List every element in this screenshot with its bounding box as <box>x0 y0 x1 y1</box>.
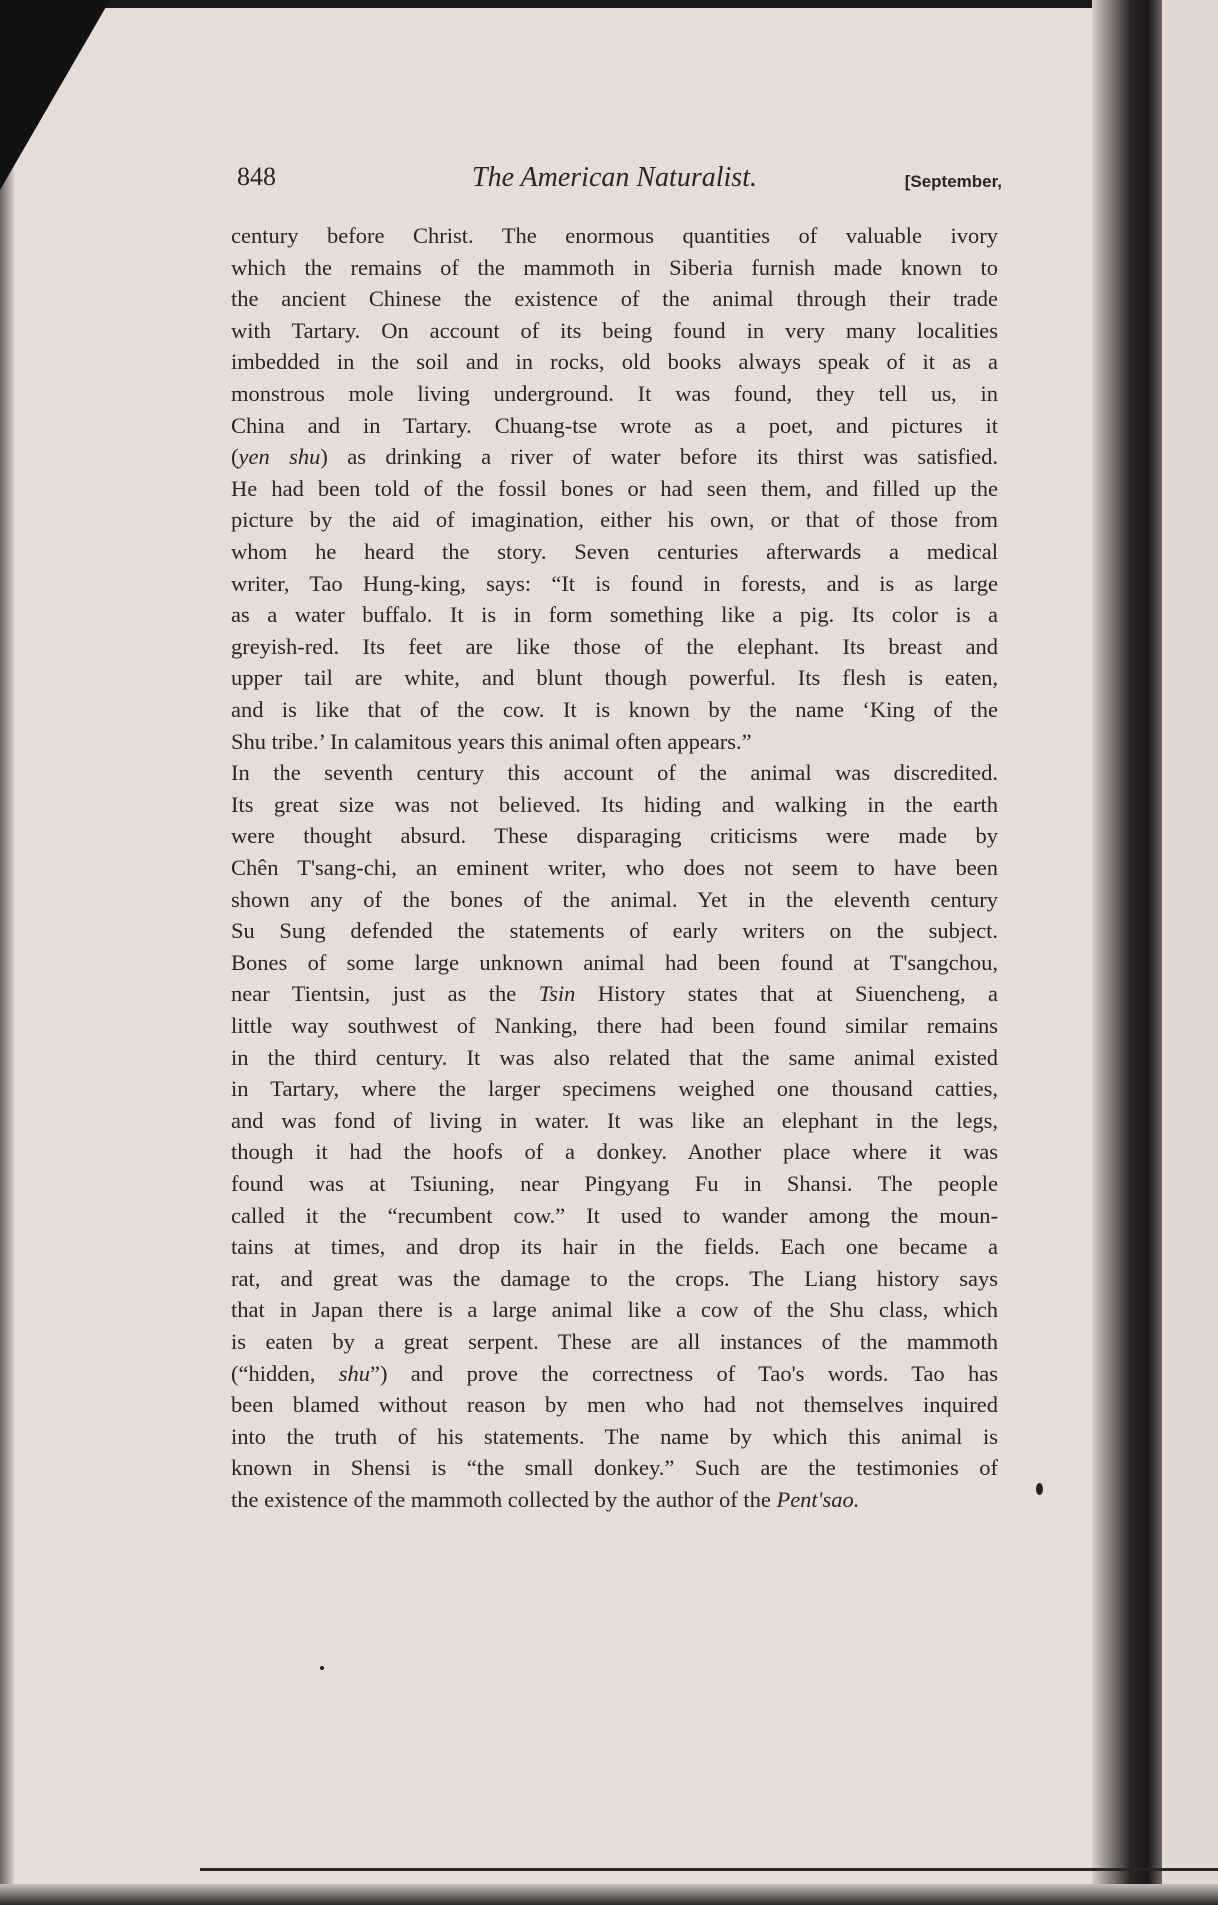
text-segment: into the truth of his statements. The name by which this animal is <box>231 1423 998 1449</box>
text-segment: the existence of the mammoth collected by the author of the <box>231 1487 777 1512</box>
text-segment: shown any of the bones of the animal. Yet in the eleventh century <box>231 886 998 912</box>
text-line <box>231 822 998 850</box>
text-line <box>231 317 998 345</box>
text-segment: were thought absurd. These disparaging criticisms were made by <box>231 823 998 849</box>
text-segment: near Tientsin, just as the <box>231 981 539 1007</box>
text-segment: greyish-red. Its feet are like those of the elephant. Its breast and <box>231 633 998 659</box>
text-segment: He had been told of the fossil bones or had seen them, and filled up the <box>231 475 998 501</box>
text-line <box>231 728 998 756</box>
running-header <box>231 160 1002 200</box>
text-line <box>231 1233 998 1261</box>
text-segment: picture by the aid of imagination, either his own, or that of those from <box>231 507 998 533</box>
text-segment: and is like that of the cow. It is known by the name ‘King of the <box>231 697 998 722</box>
text-segment: found was at Tsiuning, near Pingyang Fu in Shansi. The people <box>231 1171 998 1196</box>
ink-speck <box>320 1666 324 1670</box>
text-segment: Chên T'sang-chi, an eminent writer, who does not seem to have been <box>231 855 998 880</box>
text-segment: China and in Tartary. Chuang-tse wrote as a poet, and pictures it <box>231 412 998 438</box>
text-segment: writer, Tao Hung-king, says: “It is found in forests, and is as large <box>231 570 998 596</box>
text-segment: which the remains of the mammoth in Siberia furnish made known to <box>231 254 998 280</box>
text-line <box>231 1107 998 1135</box>
text-segment: called it the “recumbent cow.” It used to wander among the moun- <box>231 1202 998 1228</box>
text-segment: In the seventh century this account of the animal was discredited. <box>231 760 998 786</box>
text-line <box>231 854 998 882</box>
text-segment: tains at times, and drop its hair in the fields. Each one became a <box>231 1234 998 1260</box>
text-segment: History states that at Siuencheng, a <box>575 981 998 1007</box>
text-segment: that in Japan there is a large animal like a cow of the Shu class, which <box>231 1297 998 1323</box>
text-line <box>231 380 998 408</box>
text-line <box>231 1075 998 1103</box>
text-segment: Shu tribe.’ In calamitous years this animal often appears.” <box>231 728 752 754</box>
text-line <box>231 1138 998 1166</box>
text-segment: the ancient Chinese the existence of the animal through their trade <box>231 286 998 312</box>
text-segment: been blamed without reason by men who had not themselves inquired <box>231 1392 998 1418</box>
text-segment: as a water buffalo. It is in form something like a pig. Its color is a <box>231 602 998 628</box>
text-line <box>231 285 998 313</box>
text-line <box>231 1202 998 1230</box>
text-segment: with Tartary. On account of its being found in very many localities <box>231 317 998 343</box>
scan-top-edge <box>0 0 1218 8</box>
text-segment: monstrous mole living underground. It was found, they tell us, in <box>231 381 998 406</box>
text-line <box>231 886 998 914</box>
text-line <box>231 696 998 724</box>
scan-bottom-edge <box>0 1884 1218 1905</box>
text-segment: Bones of some large unknown animal had been found at T'sangchou, <box>231 949 998 975</box>
text-line <box>231 664 998 692</box>
text-segment: little way southwest of Nanking, there had been found similar remains <box>231 1013 998 1038</box>
italic-text: shu <box>338 1360 370 1386</box>
text-line <box>231 1486 998 1514</box>
text-line <box>231 980 998 1008</box>
text-line <box>231 1170 998 1198</box>
text-line <box>231 1360 998 1388</box>
text-line <box>231 348 998 376</box>
text-segment: is eaten by a great serpent. These are all instances of the mammoth <box>231 1329 998 1354</box>
scan-right-margin <box>1162 0 1218 1905</box>
text-line <box>231 443 998 471</box>
text-line <box>231 475 998 503</box>
text-line <box>231 1265 998 1293</box>
italic-text: Pent'sao. <box>776 1487 860 1512</box>
text-segment: in the third century. It was also related that the same animal existed <box>231 1044 998 1070</box>
text-segment: though it had the hoofs of a donkey. Another place where it was <box>231 1139 998 1165</box>
text-line <box>231 791 998 819</box>
text-line <box>231 759 998 787</box>
text-line <box>231 1328 998 1356</box>
text-segment: upper tail are white, and blunt though powerful. Its flesh is eaten, <box>231 665 998 691</box>
text-line <box>231 1423 998 1451</box>
page-number: 848 <box>237 162 276 191</box>
scan-right-binding-shadow <box>1092 0 1162 1905</box>
text-segment: century before Christ. The enormous quantities of valuable ivory <box>231 223 998 248</box>
text-segment: ( <box>231 444 239 470</box>
text-line <box>231 506 998 534</box>
text-line <box>231 412 998 440</box>
issue-month: [September, <box>904 172 1002 191</box>
text-line <box>231 222 998 250</box>
text-line <box>231 1012 998 1040</box>
journal-title: The American Naturalist. <box>472 162 757 193</box>
text-line <box>231 633 998 661</box>
text-segment: rat, and great was the damage to the crops. The Liang history says <box>231 1265 998 1291</box>
italic-text: Tsin <box>538 981 576 1007</box>
text-line <box>231 1044 998 1072</box>
text-segment: Its great size was not believed. Its hiding and walking in the earth <box>231 791 998 817</box>
text-segment: known in Shensi is “the small donkey.” Such are the testimonies of <box>231 1455 998 1481</box>
text-line <box>231 570 998 598</box>
text-line <box>231 949 998 977</box>
scan-left-edge <box>0 0 14 1905</box>
text-segment: whom he heard the story. Seven centuries afterwards a medical <box>231 539 998 564</box>
text-line <box>231 254 998 282</box>
text-line <box>231 1296 998 1324</box>
text-segment: imbedded in the soil and in rocks, old books always speak of it as a <box>231 349 998 375</box>
text-segment: Su Sung defended the statements of early writers on the subject. <box>231 918 998 944</box>
italic-text: yen shu <box>238 444 321 470</box>
text-line <box>231 917 998 945</box>
text-line <box>231 1391 998 1419</box>
text-segment: (“hidden, <box>231 1360 339 1386</box>
text-line <box>231 1454 998 1482</box>
text-segment: ) as drinking a river of water before its thirst was satisfied. <box>320 444 999 470</box>
text-segment: ”) and prove the correctness of Tao's words. Tao has <box>369 1360 999 1386</box>
ink-speck <box>1036 1483 1043 1495</box>
scan-bottom-rule <box>200 1868 1218 1871</box>
text-line <box>231 538 998 566</box>
text-segment: in Tartary, where the larger specimens weighed one thousand catties, <box>231 1076 998 1102</box>
text-line <box>231 601 998 629</box>
text-segment: and was fond of living in water. It was like an elephant in the legs, <box>231 1107 998 1133</box>
scan-dark-corner <box>0 0 110 190</box>
